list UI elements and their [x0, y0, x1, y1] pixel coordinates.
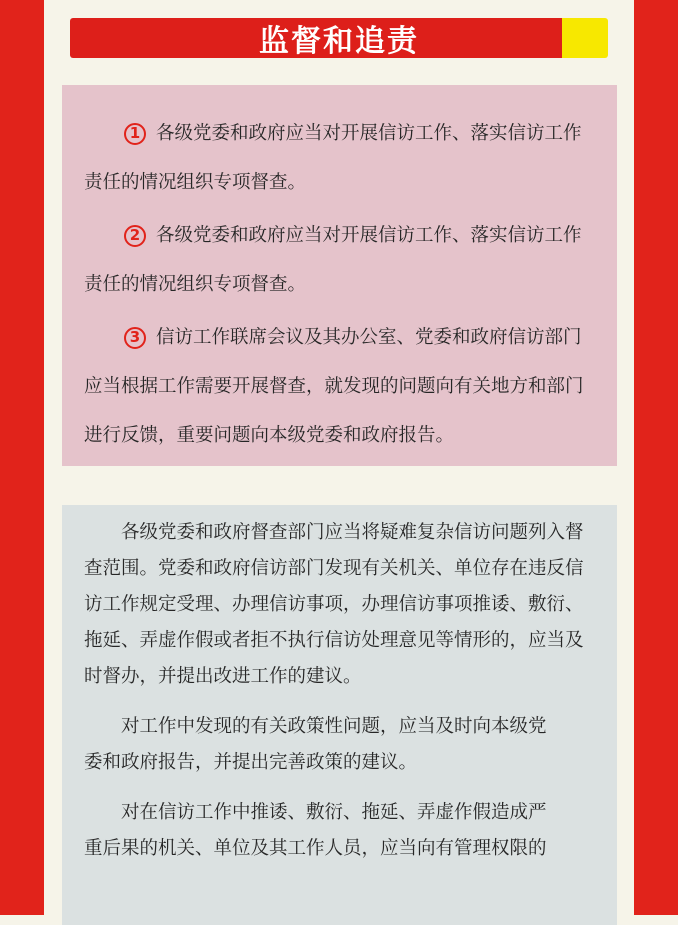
paragraph-1 — [84, 515, 597, 695]
paragraph-line: 时督办，并提出改进工作的建议。 — [84, 666, 362, 687]
paragraph-line: 对在信访工作中推诿、敷衍、拖延、弄虚作假造成严 — [121, 802, 547, 823]
title-banner — [70, 18, 608, 58]
item-text-line: 责任的情况组织专项督查。 — [84, 274, 307, 295]
paragraph-line: 对工作中发现的有关政策性问题，应当及时向本级党 — [121, 716, 547, 737]
paragraph-line: 重后果的机关、单位及其工作人员，应当向有管理权限的 — [84, 838, 547, 859]
item-text-line: 责任的情况组织专项督查。 — [84, 172, 307, 193]
paragraph-2 — [84, 709, 597, 781]
numbered-items-panel — [62, 85, 617, 466]
page-title: 监督和追责 — [259, 24, 419, 59]
left-red-border — [0, 0, 44, 915]
title-banner-accent — [562, 18, 608, 58]
circled-number-1-icon: 1 — [124, 123, 146, 145]
item-text-line: 应当根据工作需要开展督查，就发现的问题向有关地方和部门 — [84, 376, 584, 397]
body-text-panel — [62, 505, 617, 925]
circled-number-3-icon: 3 — [124, 327, 146, 349]
right-red-border — [634, 0, 678, 915]
item-text-line: 各级党委和政府应当对开展信访工作、落实信访工作 — [156, 123, 582, 144]
paragraph-line: 访工作规定受理、办理信访事项，办理信访事项推诿、敷衍、 — [84, 594, 584, 615]
list-item-1 — [84, 109, 597, 207]
item-text-line: 信访工作联席会议及其办公室、党委和政府信访部门 — [156, 327, 582, 348]
list-item-3 — [84, 313, 597, 460]
paragraph-line: 查范围。党委和政府信访部门发现有关机关、单位存在违反信 — [84, 558, 584, 579]
item-text-line: 各级党委和政府应当对开展信访工作、落实信访工作 — [156, 225, 582, 246]
paragraph-line: 委和政府报告，并提出完善政策的建议。 — [84, 752, 418, 773]
circled-number-2-icon: 2 — [124, 225, 146, 247]
list-item-2 — [84, 211, 597, 309]
title-banner-red — [70, 18, 562, 58]
paragraph-line: 各级党委和政府督查部门应当将疑难复杂信访问题列入督 — [121, 522, 584, 543]
item-text-line: 进行反馈，重要问题向本级党委和政府报告。 — [84, 425, 455, 446]
paragraph-3 — [84, 795, 597, 867]
paragraph-line: 拖延、弄虚作假或者拒不执行信访处理意见等情形的，应当及 — [84, 630, 584, 651]
